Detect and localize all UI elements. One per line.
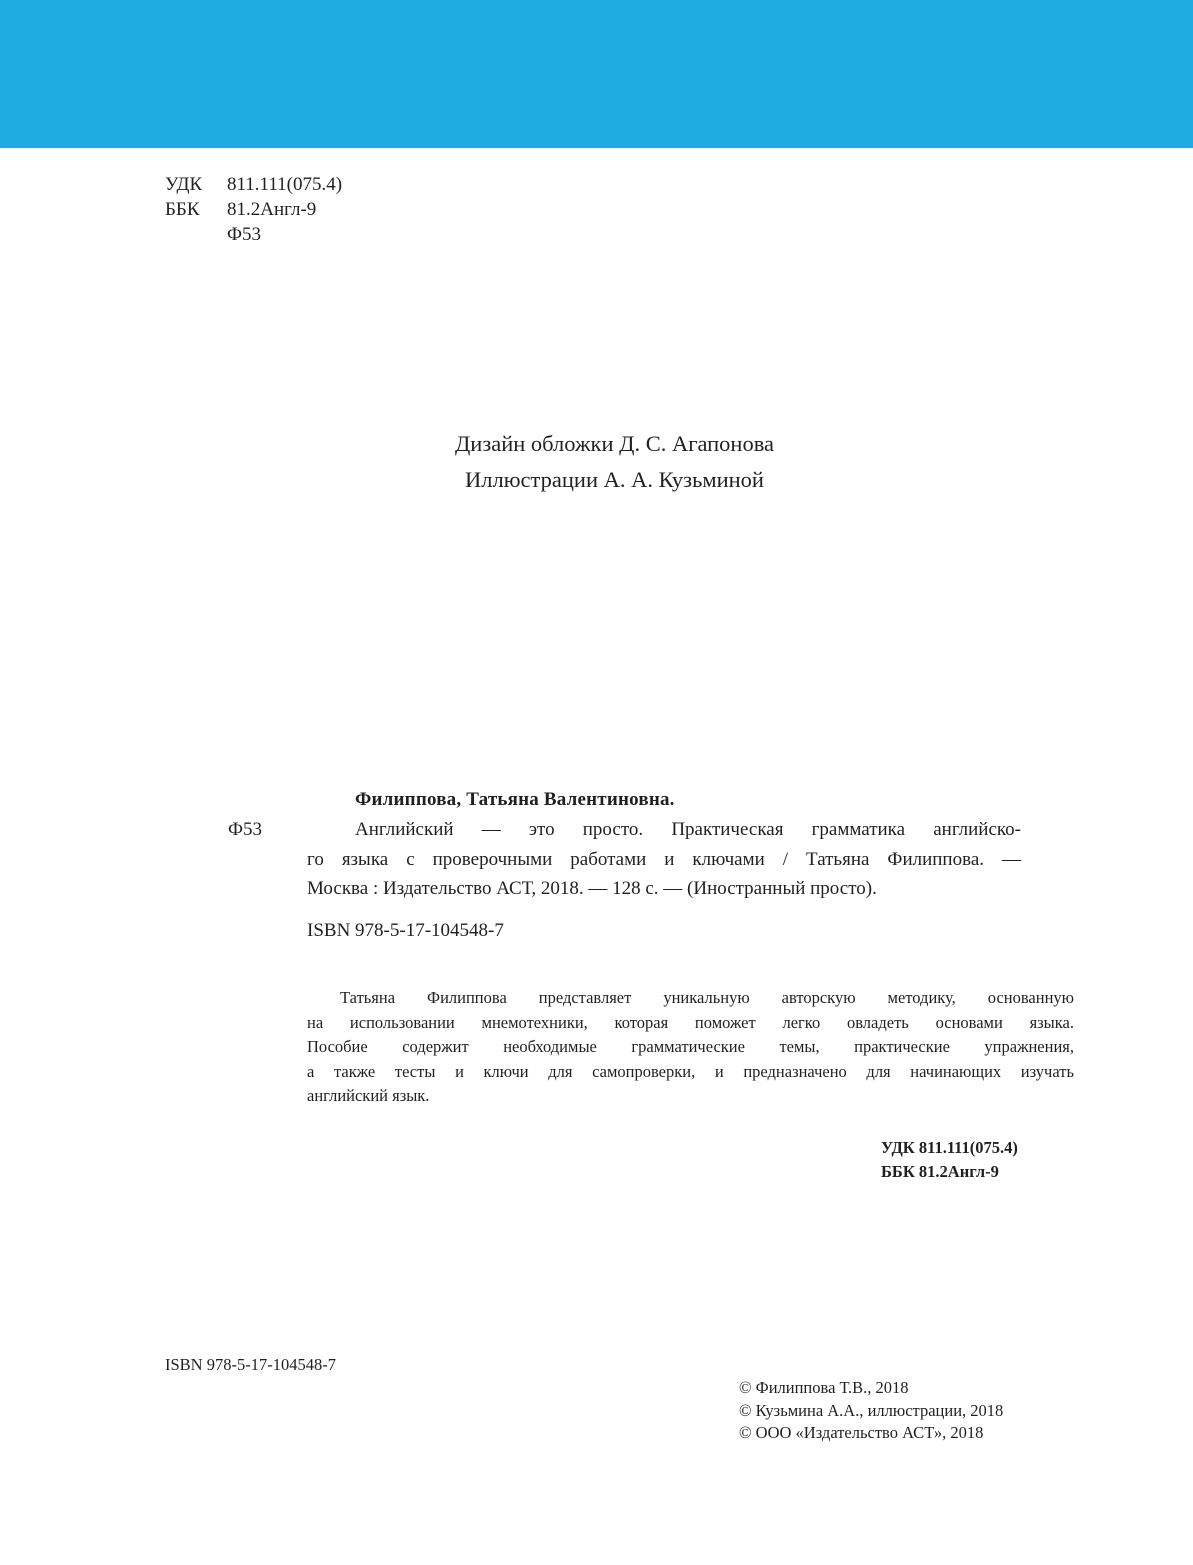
bibliographic-description [307, 815, 1021, 904]
annotation-line: Пособие содержит необходимые грамматические темы, практические упражнения, [307, 1037, 1074, 1056]
bbk-value: 81.2Англ-9 [227, 199, 317, 220]
credits [0, 426, 1193, 498]
annotation-line: на использовании мнемотехники, которая поможет легко овладеть основами языка. [307, 1012, 1074, 1032]
bib-line: Москва : Издательство АСТ, 2018. — 128 с. — (Иностранный просто). [307, 878, 877, 899]
annotation [307, 986, 1074, 1109]
annotation-line: английский язык. [307, 1086, 430, 1105]
top-color-band [0, 0, 1193, 148]
udk-label: УДК [165, 174, 203, 195]
author-mark-top: Ф53 [227, 224, 262, 245]
copyright-block [739, 1377, 1003, 1445]
bib-line: Английский — это просто. Практическая грамматика английско- [355, 819, 1021, 840]
classification-bottom [881, 1136, 1018, 1184]
udk-value: 811.111(075.4) [227, 174, 343, 195]
bib-line: го языка с проверочными работами и ключами / Татьяна Филиппова. — [307, 848, 1021, 870]
bbk-label: ББК [165, 199, 200, 220]
annotation-line: а также тесты и ключи для самопроверки, и предназначено для начинающих изучать [307, 1061, 1074, 1081]
cover-design-credit: Дизайн обложки Д. С. Агапонова [454, 431, 775, 456]
author-mark: Ф53 [228, 819, 263, 840]
annotation-line: Татьяна Филиппова представляет уникальную авторскую методику, основанную [340, 988, 1074, 1007]
udk-bottom: УДК 811.111(075.4) [881, 1138, 1018, 1157]
isbn-bottom: ISBN 978-5-17-104548-7 [165, 1355, 336, 1374]
copyright-line: © ООО «Издательство АСТ», 2018 [739, 1423, 984, 1442]
copyright-line: © Филиппова Т.В., 2018 [739, 1378, 909, 1397]
author-name: Филиппова, Татьяна Валентиновна. [355, 789, 675, 810]
bbk-bottom: ББК 81.2Англ-9 [881, 1162, 999, 1181]
copyright-line: © Кузьмина А.А., иллюстрации, 2018 [739, 1400, 1004, 1420]
isbn: ISBN 978-5-17-104548-7 [307, 920, 504, 941]
illustrations-credit: Иллюстрации А. А. Кузьминой [465, 467, 764, 492]
classification-top [165, 172, 342, 247]
